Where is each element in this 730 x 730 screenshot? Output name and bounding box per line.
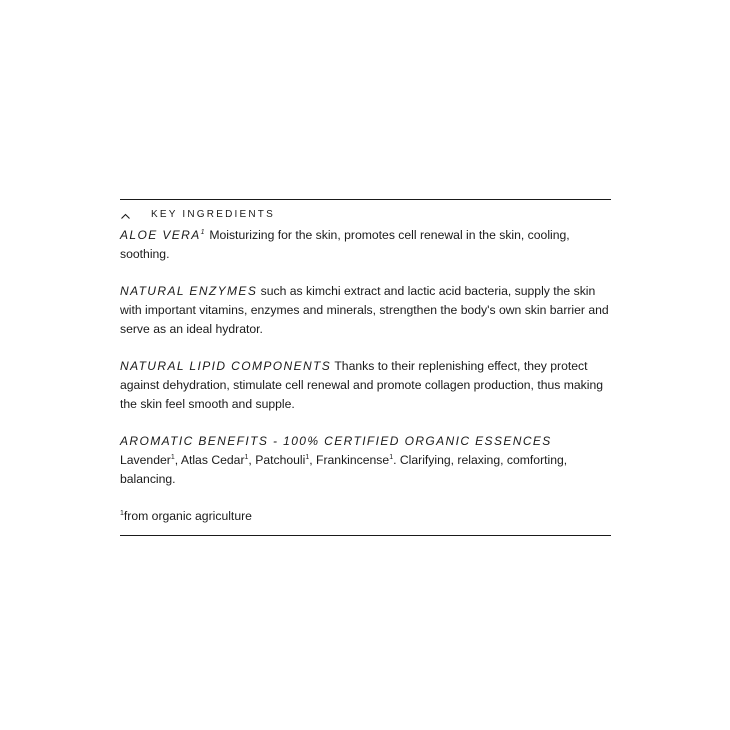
accordion-content [120,226,611,535]
ingredient-natural-enzymes [120,282,611,339]
accordion-header[interactable] [120,200,611,229]
footnote: $^1$from organic agriculture [120,509,252,523]
ingredient-term: ALOE VERA$^1$ [120,228,206,242]
ingredient-term: AROMATIC BENEFITS - 100% CERTIFIED ORGANIC ESSENCES [120,434,552,448]
ingredient-description: Lavender$^1$, Atlas Cedar$^1$, Patchouli$^1$, Frankincense$^1$. Clarifying, relaxing, comforting, balancing. [120,453,568,486]
accordion-title: KEY INGREDIENTS [151,209,275,220]
ingredient-term: NATURAL LIPID COMPONENTS [120,359,332,373]
ingredient-description: Moisturizing for the skin, promotes cell renewal in the skin, cooling, soothing. [120,228,570,261]
ingredient-term: NATURAL ENZYMES [120,284,258,298]
ingredient-description: such as kimchi extract and lactic acid bacteria, supply the skin with important vitamins, enzymes and minerals, strengthen the body's own skin barrier and serve as an ideal hydrator. [120,284,609,336]
ingredient-description: Thanks to their replenishing effect, they protect against dehydration, stimulate cell renewal and promote collagen production, thus making the skin feel smooth and supple. [120,359,604,411]
chevron-up-icon[interactable] [121,212,130,221]
ingredient-natural-lipid-components [120,357,611,414]
bottom-divider [120,535,611,536]
ingredient-aloe-vera [120,226,611,264]
ingredient-aromatic-benefits [120,432,611,489]
key-ingredients-accordion [120,199,611,536]
